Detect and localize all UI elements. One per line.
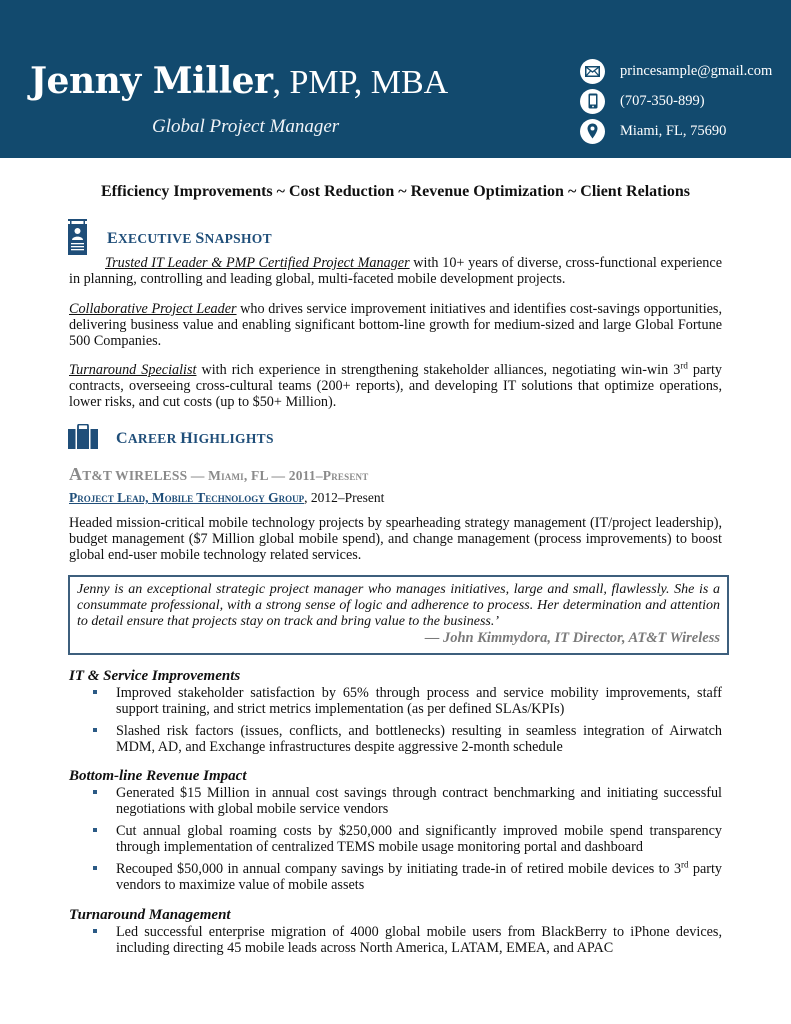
bullet-icon: [93, 929, 97, 933]
achievement-group-heading: IT & Service Improvements: [69, 668, 241, 684]
list-item: Slashed risk factors (issues, conflicts, and bottlenecks) resulting in seamless integration of Airwatch MDM, AD, and Exchange infrastructures despite aggressive 2-month schedule: [69, 723, 722, 755]
bullet-icon: [93, 728, 97, 732]
list-item: Generated $15 Million in annual cost savings through contract benchmarking and initiating successful negotiations with global mobile service vendors: [69, 785, 722, 817]
bullet-icon: [93, 690, 97, 694]
location-pin-icon: [580, 119, 605, 144]
briefcase-icon: [68, 424, 98, 453]
location-text: Miami, FL, 75690: [620, 122, 727, 139]
candidate-credentials: , PMP, MBA: [272, 64, 449, 101]
achievement-group-heading: Turnaround Management: [69, 907, 231, 923]
snapshot-paragraph: Turnaround Specialist with rich experience in strengthening stakeholder alliances, negotiating win-win 3rd party contracts, overseeing cross-cultural teams (200+ reports), and developing IT solutions that optimize operations, lower risks, and cut costs (up to $50+ Million).: [69, 360, 722, 410]
snapshot-lead: Collaborative Project Leader: [69, 301, 237, 317]
contact-phone: [580, 86, 772, 116]
position-title: Project Lead, Mobile Technology Group: [69, 490, 305, 505]
candidate-name: Jenny Miller: [30, 60, 273, 102]
achievement-list: [69, 785, 722, 899]
core-competencies-tagline: Efficiency Improvements ~ Cost Reduction ~ Revenue Optimization ~ Client Relations: [100, 183, 691, 200]
contact-email: [580, 56, 772, 86]
career-highlights-heading: [68, 424, 274, 453]
id-badge-icon: [68, 219, 87, 259]
bullet-icon: [93, 828, 97, 832]
testimonial-quote: Jenny is an exceptional strategic project manager who manages initiatives, large and small, flawlessly. She is a consummate professional, with a strong sense of logic and adherence to process. Her determination and attention to detail ensure that projects stay on track and bring value to the business.’: [77, 582, 720, 629]
snapshot-paragraph: Collaborative Project Leader who drives service improvement initiatives and identifies cost-savings opportunities, delivering business value and enabling significant bottom-line growth for medium-sized and large Global Fortune 500 Companies.: [69, 301, 723, 349]
position-dates: , 2012–Present: [304, 490, 385, 505]
snapshot-lead: Turnaround Specialist: [69, 362, 197, 378]
position-line: [69, 490, 384, 506]
testimonial-attribution: — John Kimmydora, IT Director, AT&T Wireless: [424, 630, 720, 646]
snapshot-paragraph: Trusted IT Leader & PMP Certified Project Manager with 10+ years of diverse, cross-functional experience in planning, controlling and leading global, multi-faceted mobile development projects.: [69, 255, 722, 287]
testimonial-box: [68, 575, 729, 655]
phone-number[interactable]: (707-350-899): [620, 92, 705, 109]
achievement-list: [69, 685, 722, 761]
candidate-role: Global Project Manager: [152, 116, 340, 137]
executive-snapshot-title: EXECUTIVE SNAPSHOT: [107, 230, 272, 247]
career-highlights-title: CAREER HIGHLIGHTS: [116, 429, 274, 447]
phone-icon: [580, 89, 605, 114]
contact-info: [580, 56, 772, 146]
achievement-list: [69, 924, 722, 962]
executive-snapshot-heading: [68, 219, 272, 259]
list-item: Cut annual global roaming costs by $250,000 and significantly improved mobile spend transparency through implementation of centralized TEMS mobile usage monitoring portal and dashboard: [69, 823, 722, 855]
list-item: Recouped $50,000 in annual company savings by initiating trade-in of retired mobile devices to 3rd party vendors to maximize value of mobile assets: [69, 861, 722, 893]
envelope-icon: [580, 59, 605, 84]
candidate-name-line: [30, 60, 448, 102]
snapshot-lead: Trusted IT Leader & PMP Certified Project Manager: [105, 255, 410, 271]
bullet-icon: [93, 790, 97, 794]
list-item: Improved stakeholder satisfaction by 65% through process and service mobility improvements, staff support training, and strict metrics implementation (as per defined SLAs/KPIs): [69, 685, 722, 717]
company-line: AT&T WIRELESS — Miami, FL — 2011–Present: [69, 464, 369, 484]
list-item: Led successful enterprise migration of 4000 global mobile users from BlackBerry to iPhone devices, including directing 45 mobile leads across North America, LATAM, EMEA, and APAC: [69, 924, 722, 956]
achievement-group-heading: Bottom-line Revenue Impact: [69, 768, 247, 784]
header-banner: [0, 0, 791, 158]
role-summary: Headed mission-critical mobile technology projects by spearheading strategy management (IT/project leadership), budget management ($7 Million global mobile spend), and change management (process improvements) to boost global end-user mobile technology related services.: [69, 515, 722, 563]
email-link[interactable]: princesample@gmail.com: [620, 62, 773, 79]
bullet-icon: [93, 866, 97, 870]
contact-location: [580, 116, 772, 146]
